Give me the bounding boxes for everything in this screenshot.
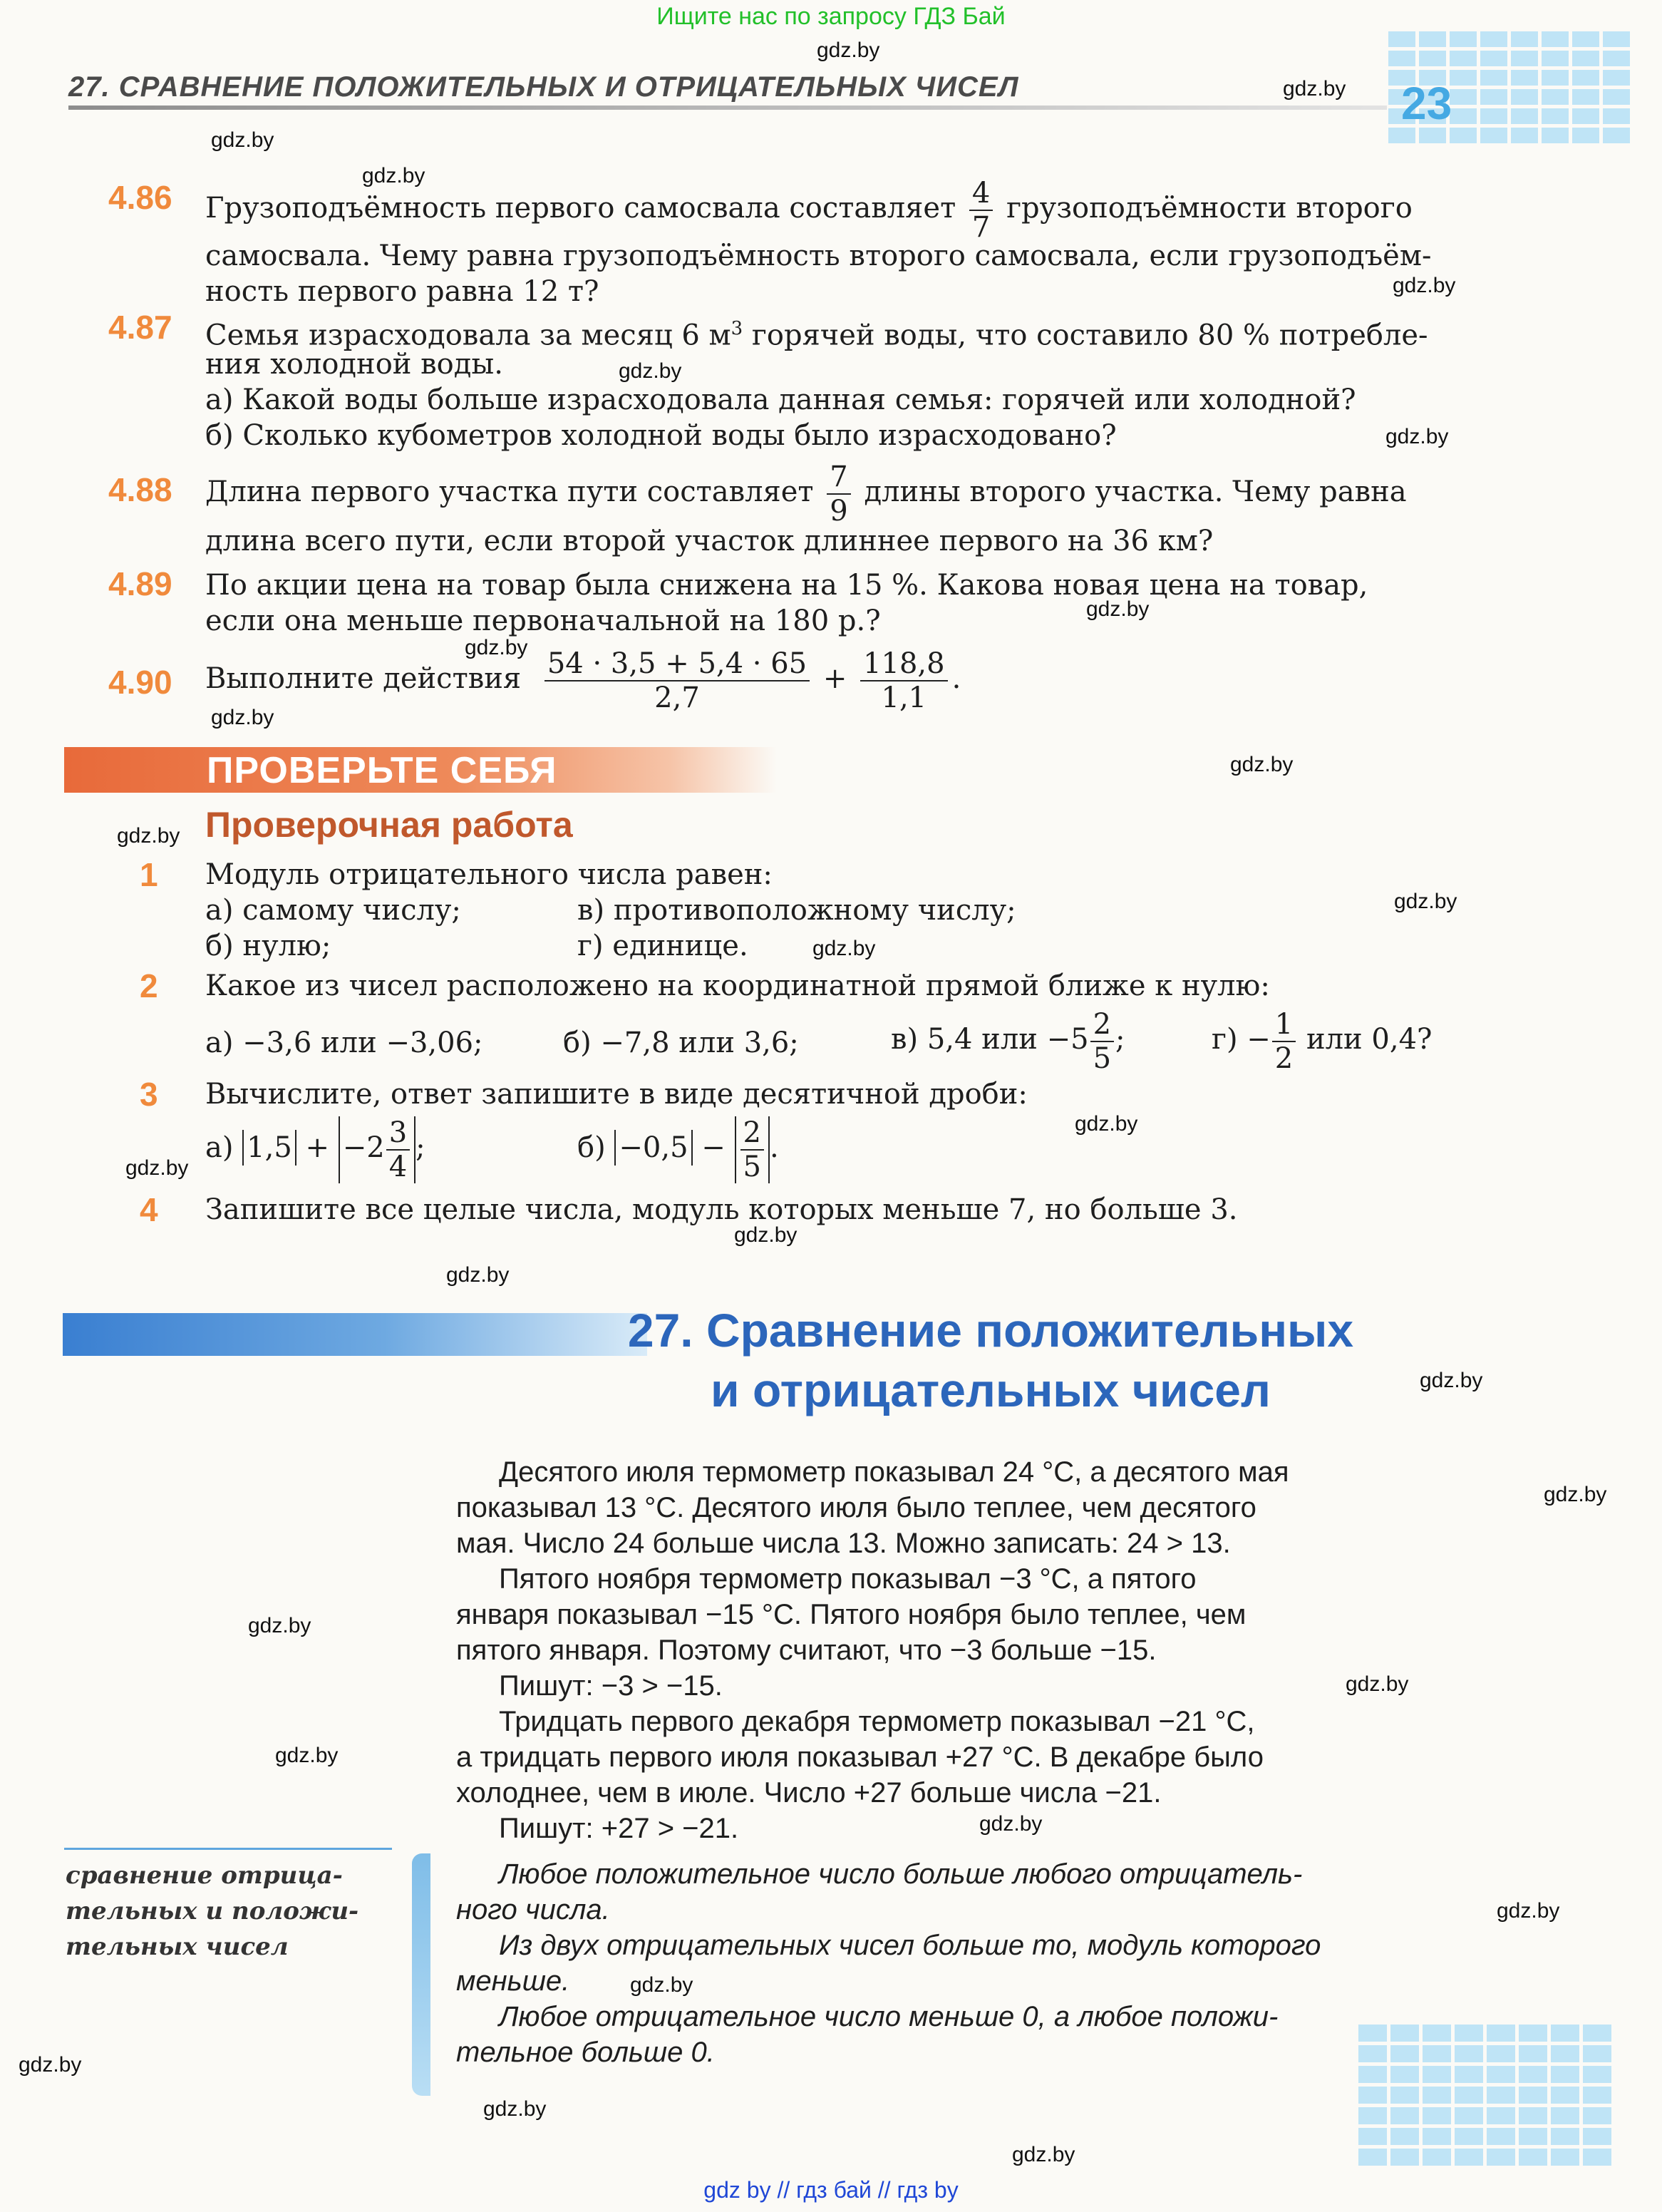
- question-1-option-v: в) противоположному числу;: [577, 894, 1016, 927]
- watermark: gdz.by: [734, 1223, 798, 1247]
- question-number: 3: [140, 1076, 158, 1113]
- watermark: gdz.by: [1394, 890, 1457, 913]
- watermark: gdz.by: [19, 2053, 82, 2077]
- problem-489-line2: если она меньше первоначальной на 180 р.?: [205, 605, 881, 637]
- problem-487-b: б) Сколько кубометров холодной воды было израсходовано?: [205, 419, 1117, 452]
- watermark: gdz.by: [1497, 1899, 1560, 1923]
- absolute-value: −0,5: [614, 1130, 692, 1166]
- watermark: gdz.by: [465, 636, 528, 659]
- question-2-option-a: а) −3,6 или −3,06;: [205, 1027, 483, 1059]
- question-1-text: Модуль отрицательного числа равен:: [205, 858, 773, 891]
- problem-487-line1: Семья израсходовала за месяц 6 $м^3$ горячей воды, что составило 80 % потребле-: [205, 318, 1428, 352]
- watermark: gdz.by: [483, 2097, 547, 2121]
- paragraph-2: Пятого ноября термометр показывал −3 °С, а пятого января показывал −15 °С. Пятого ноября было теплее, чем пятого января. Поэтому считают, что −3 больше −15. Пишут: −3 > −15.: [456, 1563, 1246, 1702]
- margin-title: сравнение отрица- тельных и положи- тельных чисел: [66, 1861, 359, 1961]
- section-title-line1: 27. Сравнение положительных: [627, 1304, 1354, 1357]
- question-4-text: Запишите все целые числа, модуль которых меньше 7, но больше 3.: [205, 1193, 1238, 1226]
- problem-490-line1: Выполните действия $\frac{54 \cdot 3,5 + 5,4 \cdot 65}{2,7}$ + $\frac{118,8}{1,1}$ .: [205, 647, 961, 714]
- fraction: $\frac{118,8}{1,1}$: [860, 647, 948, 714]
- question-number: 2: [140, 967, 158, 1004]
- question-number: 1: [140, 856, 158, 893]
- watermark: gdz.by: [362, 164, 425, 187]
- running-head: 27. СРАВНЕНИЕ ПОЛОЖИТЕЛЬНЫХ И ОТРИЦАТЕЛЬНЫХ ЧИСЕЛ: [68, 71, 1019, 103]
- watermark: gdz.by: [817, 38, 880, 62]
- watermark: gdz.by: [979, 1812, 1043, 1836]
- absolute-value: [735, 1116, 770, 1183]
- watermark: gdz.by: [248, 1614, 311, 1637]
- watermark: gdz.by: [275, 1744, 339, 1767]
- question-number: 4: [140, 1191, 158, 1228]
- rule-box-marker: [412, 1853, 430, 2096]
- problem-number: 4.86: [108, 179, 172, 216]
- question-2-option-v: в) 5,4 или −5 $\frac{2}{5}$ ;: [891, 1008, 1125, 1075]
- watermark: gdz.by: [1012, 2143, 1075, 2166]
- question-2-option-b: б) −7,8 или 3,6;: [563, 1027, 799, 1059]
- problem-486-line1: Грузоподъёмность первого самосвала составляет $\frac{4}{7}$ грузоподъёмности второго: [205, 177, 1413, 244]
- problem-487-a: а) Какой воды больше израсходовала данная семья: горячей или холодной?: [205, 384, 1356, 416]
- footer-note: gdz by // гдз бай // гдз by: [703, 2177, 959, 2203]
- watermark: gdz.by: [1283, 77, 1346, 101]
- watermark: gdz.by: [446, 1263, 510, 1287]
- watermark: gdz.by: [211, 706, 274, 729]
- watermark: gdz.by: [1075, 1112, 1138, 1136]
- check-banner-title: ПРОВЕРЬТЕ СЕБЯ: [207, 750, 557, 791]
- problem-488-line2: длина всего пути, если второй участок длиннее первого на 36 км?: [205, 525, 1214, 557]
- problem-489-line1: По акции цена на товар была снижена на 15 %. Какова новая цена на товар,: [205, 569, 1368, 602]
- section-title-line2: и отрицательных чисел: [711, 1364, 1271, 1416]
- top-search-note: Ищите нас по запросу ГДЗ Бай: [656, 3, 1006, 30]
- test-subtitle: Проверочная работа: [205, 805, 573, 845]
- watermark: gdz.by: [1230, 753, 1294, 776]
- margin-title-rule: [64, 1848, 392, 1850]
- watermark: gdz.by: [117, 824, 180, 848]
- absolute-value: −2 $\frac{3}{4}$: [339, 1116, 416, 1183]
- problem-number: 4.87: [108, 309, 172, 346]
- question-2-option-g: г) − $\frac{1}{2}$ или 0,4?: [1212, 1008, 1433, 1075]
- fraction: $\frac{2}{5}$: [1090, 1008, 1114, 1075]
- watermark: gdz.by: [812, 937, 876, 960]
- watermark: gdz.by: [1346, 1672, 1409, 1696]
- fraction: $\frac{2}{5}$: [740, 1116, 764, 1183]
- paragraph-3: Тридцать первого декабря термометр показывал −21 °С, а тридцать первого июля показывал +27 °С. В декабре было холоднее, чем в июле. Число +27 больше числа −21. Пишут: +27 > −21.: [456, 1706, 1264, 1844]
- absolute-value: 1,5: [242, 1130, 296, 1166]
- question-1-option-a: а) самому числу;: [205, 894, 461, 927]
- watermark: gdz.by: [1393, 274, 1456, 297]
- fraction: $\frac{1}{2}$: [1272, 1008, 1296, 1075]
- fraction: $\frac{4}{7}$: [969, 177, 993, 244]
- watermark: gdz.by: [1086, 597, 1150, 621]
- question-1-option-g: г) единице.: [577, 930, 748, 962]
- question-3-option-b: б) −0,5 − $\frac{2}{5}$ .: [577, 1116, 779, 1183]
- problem-number: 4.90: [108, 664, 172, 701]
- question-3-option-a: а) 1,5 + −2 $\frac{3}{4}$ ;: [205, 1116, 425, 1183]
- watermark: gdz.by: [1420, 1369, 1483, 1392]
- question-1-option-b: б) нулю;: [205, 930, 331, 962]
- paragraph-1: Десятого июля термометр показывал 24 °С, а десятого мая показывал 13 °С. Десятого июля было теплее, чем десятого мая. Число 24 больше числа 13. Можно записать: 24 > 13.: [456, 1456, 1289, 1559]
- problem-number: 4.89: [108, 565, 172, 602]
- fraction: $\frac{7}{9}$: [827, 461, 850, 528]
- rule-block: Любое положительное число больше любого отрицатель- ного числа. Из двух отрицательных чисел больше то, модуль которого меньше. Любое отрицательное число меньше 0, а любое положи- тельное больше 0.: [456, 1858, 1321, 2068]
- problem-486-line3: ность первого равна 12 т?: [205, 275, 599, 308]
- problem-488-line1: Длина первого участка пути составляет $\frac{7}{9}$ длины второго участка. Чему равна: [205, 461, 1407, 528]
- watermark: gdz.by: [125, 1156, 189, 1180]
- question-2-text: Какое из чисел расположено на координатной прямой ближе к нулю:: [205, 969, 1270, 1002]
- problem-486-line2: самосвала. Чему равна грузоподъёмность второго самосвала, если грузоподъём-: [205, 240, 1432, 272]
- watermark: gdz.by: [630, 1973, 693, 1997]
- page-number: 23: [1401, 78, 1452, 129]
- problem-number: 4.88: [108, 471, 172, 508]
- watermark: gdz.by: [1385, 425, 1449, 448]
- fraction: $\frac{3}{4}$: [386, 1116, 410, 1183]
- running-head-rule: [68, 106, 1387, 110]
- fraction: $\frac{54 \cdot 3,5 + 5,4 \cdot 65}{2,7}$: [544, 647, 810, 714]
- watermark: gdz.by: [1544, 1483, 1607, 1506]
- watermark: gdz.by: [211, 128, 274, 152]
- question-3-text: Вычислите, ответ запишите в виде десятичной дроби:: [205, 1078, 1028, 1111]
- problem-487-line2: ния холодной воды.: [205, 348, 503, 381]
- watermark: gdz.by: [619, 359, 682, 383]
